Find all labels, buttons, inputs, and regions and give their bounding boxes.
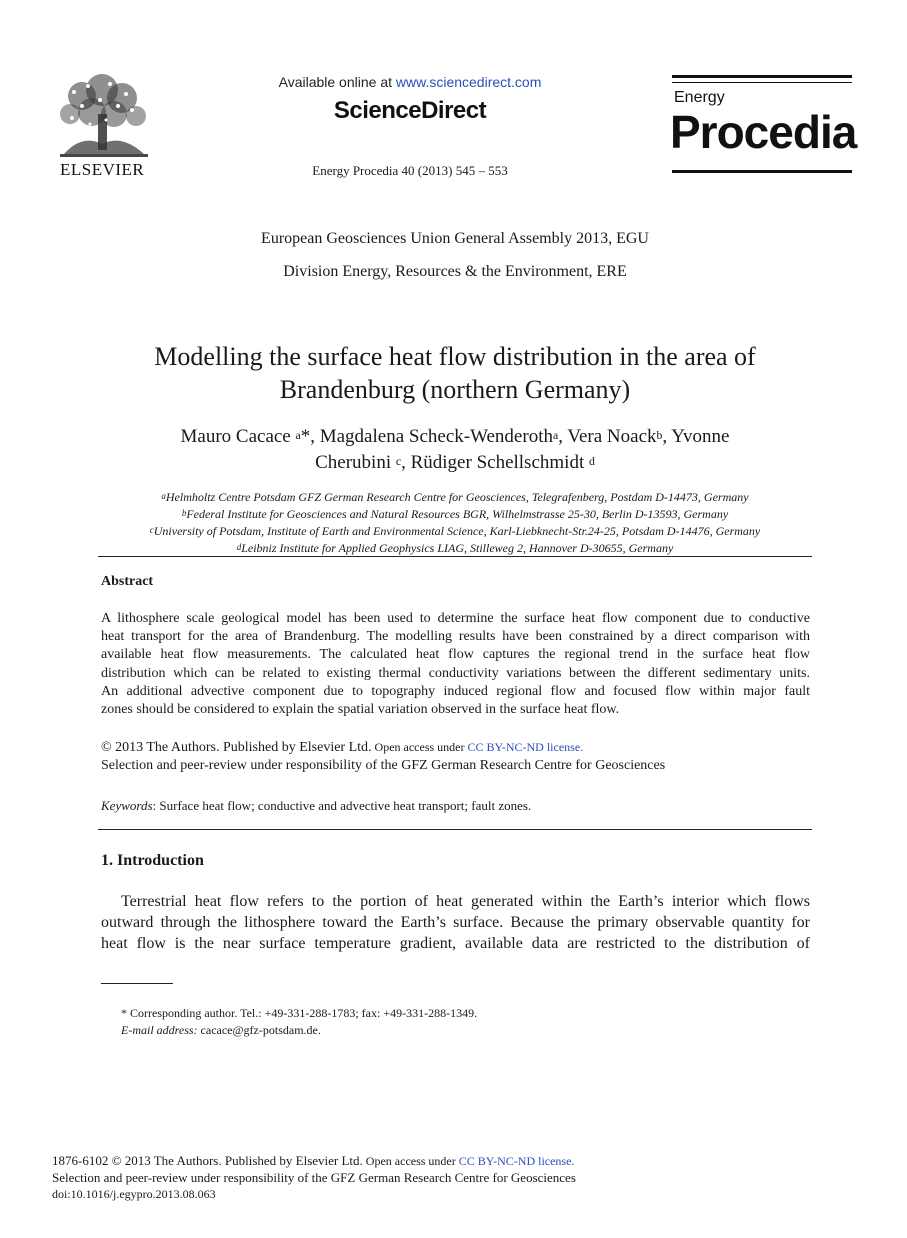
affiliation-a bbox=[60, 489, 850, 506]
introduction-body bbox=[101, 891, 810, 954]
author-line-1 bbox=[50, 424, 860, 450]
footer-issn: 1876-6102 bbox=[52, 1153, 112, 1168]
affiliations-divider bbox=[98, 556, 812, 557]
abstract-copyright-line bbox=[101, 738, 821, 757]
author-cherubini-affil: c bbox=[395, 454, 402, 468]
abstract-divider bbox=[98, 829, 812, 830]
peer-review-text: Selection and peer-review under responsibility of the GFZ German Research Centre for Geosciences bbox=[101, 758, 666, 773]
email-address[interactable]: cacace@gfz-potsdam.de. bbox=[197, 1023, 321, 1037]
journal-citation: Energy Procedia 40 (2013) 545 – 553 bbox=[312, 163, 508, 178]
available-online-prefix: Available online at bbox=[278, 74, 392, 90]
logo-top-rule-thin bbox=[672, 82, 852, 83]
sciencedirect-link[interactable]: www.sciencedirect.com bbox=[395, 74, 542, 90]
footer-license-link[interactable]: CC BY-NC-ND license. bbox=[458, 1154, 575, 1168]
email-line bbox=[121, 1022, 821, 1039]
energy-procedia-logo bbox=[670, 75, 857, 175]
conference-line-1: European Geosciences Union General Assembly 2013, EGU bbox=[261, 230, 649, 247]
footer-open-access: Open access under bbox=[362, 1154, 459, 1168]
title-line-1: Modelling the surface heat flow distribution in the area of bbox=[154, 342, 756, 371]
elsevier-logo bbox=[52, 74, 154, 178]
sciencedirect-wordmark: ScienceDirect bbox=[333, 97, 487, 124]
footer-peer-review: Selection and peer-review under responsibility of the GFZ German Research Centre for Geosciences bbox=[52, 1169, 576, 1185]
copyright-text: © 2013 The Authors. Published by Elsevier Ltd. bbox=[101, 740, 372, 755]
author-separator: , bbox=[401, 452, 411, 473]
author-cacace: Mauro Cacace bbox=[180, 426, 296, 447]
title-line-2: Brandenburg (northern Germany) bbox=[279, 375, 631, 404]
author-cacace-affil: a bbox=[295, 428, 301, 442]
license-link[interactable]: CC BY-NC-ND license. bbox=[467, 740, 584, 754]
author-schellschmidt-affil: d bbox=[588, 454, 595, 468]
author-noack-affil: b bbox=[656, 428, 663, 442]
elsevier-tree-icon bbox=[52, 74, 154, 160]
author-noack: Vera Noack bbox=[567, 426, 657, 447]
available-online bbox=[230, 74, 590, 90]
author-cherubini-last: Cherubini bbox=[315, 452, 396, 473]
corresponding-author: * Corresponding author. Tel.: +49-331-288-1783; fax: +49-331-288-1349. bbox=[121, 1006, 478, 1020]
abstract-heading: Abstract bbox=[101, 574, 154, 589]
logo-bottom-rule bbox=[672, 170, 852, 173]
affiliation-c-sup: c bbox=[149, 525, 154, 536]
author-cherubini-first: , Yvonne bbox=[662, 426, 730, 447]
introduction-line: Terrestrial heat flow refers to the portion of heat generated within the Earth’s interior which flows bbox=[121, 893, 810, 910]
introduction-line: heat flow is the near surface temperature gradient, available data are restricted to the distribution of bbox=[101, 935, 810, 952]
keywords bbox=[101, 798, 821, 814]
abstract-line: distribution which can be related to existing thermal conductivity variations between the different sedimentary units. bbox=[101, 665, 810, 681]
author-schellschmidt: Rüdiger Schellschmidt bbox=[410, 452, 589, 473]
abstract-line-last: zones should be considered to explain the spatial variation observed in the surface heat flow. bbox=[101, 702, 620, 718]
author-list bbox=[50, 424, 860, 476]
open-access-text: Open access under bbox=[371, 740, 468, 754]
affiliation-a-sup: a bbox=[161, 491, 166, 502]
affiliation-b-text: Federal Institute for Geosciences and Natural Resources BGR, Wilhelmstrasse 25-30, Berlin D-13593, Germany bbox=[186, 507, 729, 521]
affiliations bbox=[60, 489, 850, 557]
affiliation-d bbox=[60, 540, 850, 557]
logo-procedia-text: Procedia bbox=[670, 106, 857, 158]
abstract-copyright bbox=[101, 738, 821, 775]
affiliation-d-text: Leibniz Institute for Applied Geophysics LIAG, Stilleweg 2, Hannover D-30655, Germany bbox=[241, 541, 674, 555]
author-cacace-star: * bbox=[300, 426, 311, 447]
footnote bbox=[121, 1005, 821, 1039]
author-separator: , bbox=[310, 426, 320, 447]
affiliation-c-text: University of Potsdam, Institute of Earth and Environmental Science, Karl-Liebknecht-Str.24-25, Potsdam D-14476, Germany bbox=[153, 524, 761, 538]
affiliation-b bbox=[60, 506, 850, 523]
abstract-body bbox=[101, 610, 810, 719]
page-footer bbox=[52, 1153, 852, 1203]
author-scheck-wenderoth: Magdalena Scheck-Wenderoth bbox=[319, 426, 553, 447]
elsevier-wordmark: ELSEVIER bbox=[60, 160, 145, 179]
abstract-line: An additional advective component due to topography induced regional flow and focused flow within major fault bbox=[101, 683, 810, 699]
author-scheck-affil: a bbox=[552, 428, 559, 442]
affiliation-b-sup: b bbox=[181, 508, 187, 519]
abstract-line: available heat flow measurements. The calculated heat flow captures the regional trend in the surface heat flow bbox=[101, 647, 810, 663]
footer-doi[interactable]: doi:10.1016/j.egypro.2013.08.063 bbox=[52, 1187, 216, 1201]
abstract-line: heat transport for the area of Brandenburg. The modelling results have been constrained by a direct comparison with bbox=[101, 629, 810, 645]
logo-top-rule bbox=[672, 75, 852, 78]
introduction-line: outward through the lithosphere toward the Earth’s surface. Because the primary observable quantity for bbox=[101, 914, 810, 931]
conference-line-2: Division Energy, Resources & the Environment, ERE bbox=[283, 263, 627, 280]
introduction-heading: 1. Introduction bbox=[101, 852, 204, 869]
keywords-text: : Surface heat flow; conductive and advective heat transport; fault zones. bbox=[152, 798, 532, 813]
author-line-2 bbox=[50, 450, 860, 476]
footnote-divider bbox=[101, 983, 173, 984]
logo-energy-text: Energy bbox=[674, 89, 725, 106]
email-label: E-mail address: bbox=[121, 1023, 198, 1037]
abstract-line: A lithosphere scale geological model has been used to determine the surface heat flow component due to conductive bbox=[101, 611, 810, 626]
footer-copyright: © 2013 The Authors. Published by Elsevier Ltd. bbox=[111, 1153, 363, 1168]
affiliation-d-sup: d bbox=[236, 542, 242, 553]
keywords-label: Keywords bbox=[101, 798, 153, 813]
affiliation-c bbox=[60, 523, 850, 540]
paper-title bbox=[50, 340, 860, 406]
footer-copyright-line bbox=[52, 1153, 852, 1170]
affiliation-a-text: Helmholtz Centre Potsdam GFZ German Research Centre for Geosciences, Telegrafenberg, Postdam D-14473, Germany bbox=[165, 490, 749, 504]
author-separator: , bbox=[558, 426, 568, 447]
